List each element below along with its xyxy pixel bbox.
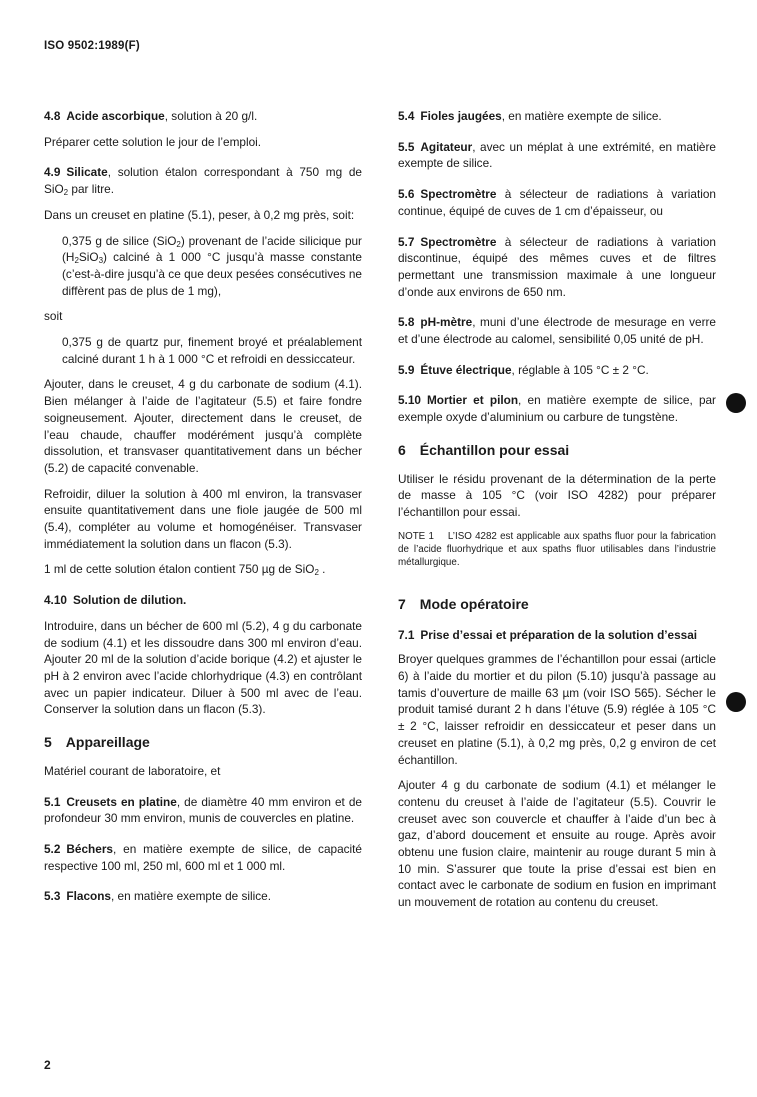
paragraph: Matériel courant de laboratoire, et <box>44 763 221 778</box>
text: 0,375 g de silice (SiO <box>62 233 177 248</box>
clause-text: , en matière exempte de silice. <box>501 109 662 123</box>
clause-number: 5.9 <box>398 362 415 377</box>
section-title: Échantillon pour essai <box>419 441 570 458</box>
clause-number: 4.9 <box>44 165 61 180</box>
clause-text: , en matière exempte de silice. <box>111 889 271 904</box>
subscript: 2 <box>63 188 69 198</box>
clause-text: , solution à 20 g/l. <box>164 109 258 123</box>
clause-title: Mortier et pilon <box>426 393 519 408</box>
clause-number: 5.10 <box>398 393 421 408</box>
revision-marker-dot <box>726 692 746 712</box>
text: . <box>318 562 326 577</box>
clause-number: 4.8 <box>44 109 61 123</box>
clause-text: , avec un méplat à une extrémité, en matière exempte de silice. <box>398 139 716 171</box>
paragraph: Dans un creuset en platine (5.1), peser, à 0,2 mg près, soit: <box>44 207 355 222</box>
paragraph: Broyer quelques grammes de l’échantillon pour essai (article 6) à l’aide du mortier et du pilon (5.10) jusqu’à passage au tamis d’ouverture de maille 63 µm (voir ISO 565). Sécher le produit tamisé durant 2 h dans l’étuve (5.9) réglée à 105 °C ± 2 °C, laisser refroidir en dessiccateur et peser dans un creuset en platine (5.1), à 0,2 mg près, 0,2 g environ de cet échantillon. <box>398 652 716 767</box>
clause-title: Fioles jaugées <box>420 109 502 123</box>
clause-title: Flacons <box>66 889 111 904</box>
clause-title: Étuve électrique <box>420 362 512 377</box>
option-quartz: 0,375 g de quartz pur, finement broyé et préalablement calciné durant 1 h à 1 000 °C et refroidi en dessiccateur. <box>62 335 362 366</box>
clause-5-3 <box>44 888 362 905</box>
revision-marker-dot <box>726 393 746 413</box>
clause-5-7 <box>398 234 716 301</box>
clause-5-10 <box>398 392 716 425</box>
clause-number: 5.1 <box>44 794 61 809</box>
clause-title: Solution de dilution. <box>72 593 187 608</box>
paragraph <box>44 561 362 578</box>
right-column <box>398 108 716 920</box>
subscript: 2 <box>176 239 181 249</box>
clause-title: Prise d’essai et préparation de la solution d’essai <box>420 627 698 642</box>
clause-title: Silicate <box>66 165 108 180</box>
section-5-heading <box>44 734 362 751</box>
text: ) provenant de l’acide silicique pur (H <box>62 233 362 265</box>
clause-title: Creusets en platine <box>66 794 177 809</box>
subscript: 2 <box>74 256 79 266</box>
clause-number: 5.4 <box>398 109 415 123</box>
clause-number: 5.2 <box>44 841 61 856</box>
clause-text: , de diamètre 40 mm environ et de profondeur 30 mm environ, munis de couvercles en platine. <box>44 794 362 826</box>
note-label: NOTE 1 <box>398 530 434 542</box>
subscript: 2 <box>314 568 319 578</box>
clause-number: 7.1 <box>398 627 415 642</box>
note-1 <box>398 530 716 570</box>
clause-number: 5.3 <box>44 889 61 904</box>
section-title: Mode opératoire <box>419 595 529 612</box>
clause-text: à sélecteur de radiations à variation discontinue, équipé des mêmes cuves et de filtres permettant une transmission maximale à une longueur d’onde aux environs de 650 nm. <box>398 234 716 299</box>
clause-title: Spectromètre <box>420 187 497 202</box>
clause-5-6 <box>398 186 716 219</box>
clause-number: 4.10 <box>44 593 67 608</box>
paragraph: Préparer cette solution le jour de l’emploi. <box>44 134 262 149</box>
paragraph: Introduire, dans un bécher de 600 ml (5.2), 4 g du carbonate de sodium (4.1) et les dissoudre dans 300 ml environ d’eau. Ajouter 20 ml de la solution d’acide borique (4.2) et ajuster le pH à 2 environ avec l’acide chlorhydrique (4.3) en contrôlant avec un papier indicateur. Diluer à 500 ml avec de l’eau. Conserver la solution dans un flacon (5.3). <box>44 618 362 717</box>
text: 1 ml de cette solution étalon contient 750 µg de SiO <box>44 562 315 577</box>
clause-text: , muni d’une électrode de mesurage en verre et d’une électrode au calomel, sensibilité 0,05 unité de pH. <box>398 315 716 347</box>
section-number: 5 <box>44 734 52 751</box>
clause-title: Spectromètre <box>420 234 497 249</box>
section-number: 6 <box>398 441 406 458</box>
clause-title: Agitateur <box>420 139 473 154</box>
clause-title: Béchers <box>66 841 113 856</box>
clause-5-9 <box>398 362 716 379</box>
clause-text: , réglable à 105 °C ± 2 °C. <box>511 362 649 377</box>
clause-5-1 <box>44 794 362 827</box>
clause-5-2 <box>44 841 362 874</box>
clause-4-8 <box>44 108 362 125</box>
clause-text: par litre. <box>68 182 115 197</box>
clause-text: à sélecteur de radiations à variation continue, équipé de cuves de 1 cm d’épaisseur, ou <box>398 187 716 218</box>
clause-5-8 <box>398 314 716 347</box>
clause-number: 5.8 <box>398 315 415 330</box>
subsection-7-1-heading <box>398 627 716 644</box>
note-text: L’ISO 4282 est applicable aux spaths fluor pour la fabrication de l’acide fluorhydrique et aux spaths fluor utilisables dans l’industrie métallurgique. <box>398 530 716 569</box>
subscript: 3 <box>98 256 104 266</box>
option-silica <box>44 233 362 300</box>
clause-text: , en matière exempte de silice, de capacité respective 100 ml, 250 ml, 600 ml et 1 000 ml. <box>44 841 362 873</box>
clause-4-9 <box>44 164 362 197</box>
clause-number: 5.6 <box>398 187 415 202</box>
clause-5-4 <box>398 108 716 125</box>
paragraph: Ajouter 4 g du carbonate de sodium (4.1) et mélanger le contenu du creuset à l’aide de l’agitateur (5.5). Couvrir le creuset avec son couvercle et chauffer à l’aide d’un bec à gaz, d’abord doucement et ensuite au rouge. Après avoir obtenu une fusion claire, maintenir au rouge durant 5 min à 10 min. S’assurer que toute la prise d’essai est bien en contact avec le carbonate de sodium en fusion en imprimant un mouvement de rotation au contenu du creuset. <box>398 778 716 910</box>
clause-number: 5.7 <box>398 234 415 249</box>
section-title: Appareillage <box>65 734 150 751</box>
clause-title: pH-mètre <box>420 315 473 330</box>
left-column <box>44 108 362 914</box>
text: SiO <box>78 250 99 265</box>
section-number: 7 <box>398 595 406 612</box>
paragraph: Refroidir, diluer la solution à 400 ml environ, la transvaser ensuite quantitativement dans une fiole jaugée de 500 ml (5.4), compléter au volume et homogénéiser. Transvaser immédiatement la solution dans un flacon (5.3). <box>44 486 362 551</box>
paragraph-soit: soit <box>44 309 63 324</box>
clause-text: , solution étalon correspondant à 750 mg de SiO <box>44 165 362 197</box>
document-header: ISO 9502:1989(F) <box>44 40 140 52</box>
paragraph: Ajouter, dans le creuset, 4 g du carbonate de sodium (4.1). Bien mélanger à l’aide de l’agitateur (5.5) et faire fondre soigneusement. Ajouter, directement dans le creuset, de l’eau chaude, chauffer modérément jusqu’à complète dissolution, et transvaser quantitativement dans un bécher (5.2) de capacité convenable. <box>44 377 362 475</box>
paragraph: Utiliser le résidu provenant de la détermination de la perte de masse à 105 °C (voir ISO 4282) pour préparer l’échantillon pour essai. <box>398 471 716 519</box>
clause-number: 5.5 <box>398 139 415 154</box>
clause-5-5 <box>398 139 716 172</box>
clause-title: Acide ascorbique <box>66 109 165 123</box>
text: ) calciné à 1 000 °C jusqu’à masse constante (c’est-à-dire jusqu’à ce que deux pesées consécutives ne diffèrent pas de plus de 1 mg), <box>62 250 362 298</box>
page-number: 2 <box>44 1058 51 1072</box>
section-7-heading <box>398 596 716 613</box>
section-6-heading <box>398 442 716 459</box>
clause-4-10 <box>44 592 362 609</box>
clause-text: , en matière exempte de silice, par exemple oxyde d’aluminium ou carbure de tungstène. <box>398 393 716 425</box>
